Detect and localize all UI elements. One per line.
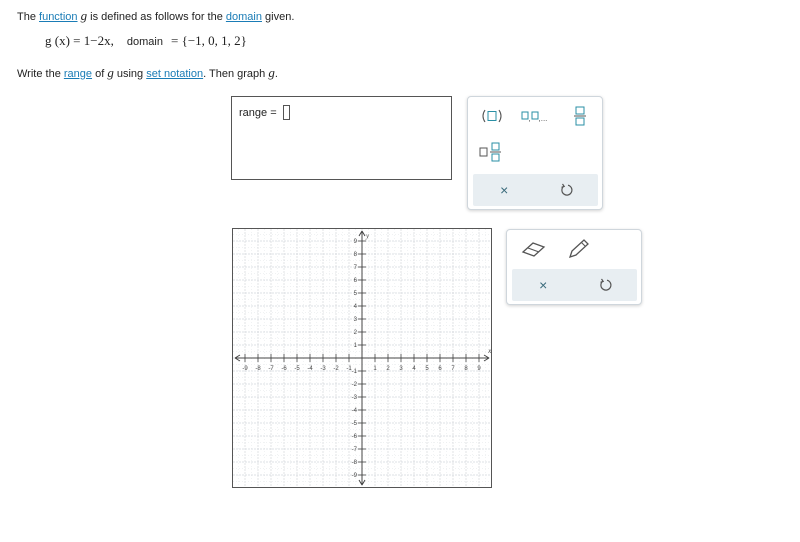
y-tick-label: -7 [351,447,357,453]
undo-icon [560,183,574,197]
svg-text:,: , [528,114,531,123]
domain-value: = {−1, 0, 1, 2} [171,33,247,48]
x-tick-label: -3 [320,366,326,372]
set-notation-link[interactable]: set notation [146,68,204,80]
x-tick-label: -8 [255,366,261,372]
y-tick-label: 4 [353,304,357,310]
graph-action-bar [512,269,637,301]
function-equation: g (x) = 1−2x, [45,33,114,48]
y-tick-label: 3 [353,317,357,323]
undo-icon [599,278,613,292]
x-tick-label: -2 [333,366,339,372]
list-icon [520,108,552,124]
pencil-button[interactable] [561,235,595,263]
x-axis-label: x [488,347,491,355]
range-label: range = [239,107,277,119]
x-tick-label: -6 [281,366,287,372]
x-tick-label: -7 [268,366,274,372]
problem-instruction: Write the range of g using set notation. Then graph g. [17,65,278,80]
undo-button[interactable] [536,174,599,206]
x-tick-label: 3 [399,366,403,372]
answer-box[interactable] [231,96,452,180]
y-tick-label: -9 [351,473,357,479]
graph-area[interactable] [232,228,492,488]
y-tick-label: -6 [351,434,357,440]
domain-label: domain [126,36,163,48]
y-tick-label: 8 [353,252,357,258]
y-tick-label: 6 [353,278,357,284]
close-icon: × [500,182,509,198]
fraction-template-button[interactable] [568,103,592,129]
math-action-bar [473,174,598,206]
y-tick-label: 9 [353,239,357,245]
coordinate-plane[interactable] [233,229,491,487]
y-tick-label: 7 [353,265,357,271]
range-input[interactable] [283,105,290,120]
x-tick-label: 1 [373,366,377,372]
y-tick-label: -3 [351,395,357,401]
y-tick-label: 1 [353,343,357,349]
eraser-button[interactable] [517,236,551,262]
x-tick-label: -9 [242,366,248,372]
graph-undo-button[interactable] [575,269,638,301]
y-tick-label: 5 [353,291,357,297]
domain-link[interactable]: domain [225,11,262,23]
y-axis-label: y [366,232,370,240]
y-tick-label: 2 [353,330,357,336]
y-tick-label: -1 [351,369,357,375]
x-tick-label: 2 [386,366,390,372]
function-definition [45,33,247,49]
function-link[interactable]: function [39,11,78,23]
x-tick-label: 9 [477,366,481,372]
x-tick-label: -5 [294,366,300,372]
svg-text:,...: ,... [538,114,548,123]
graph-tool-palette [506,229,642,305]
parentheses-template-button[interactable] [478,105,506,127]
parentheses-icon [480,108,504,124]
x-tick-label: -4 [307,366,313,372]
y-tick-label: -2 [351,382,357,388]
x-tick-label: 6 [438,366,442,372]
function-name: g [80,8,88,23]
y-tick-label: -4 [351,408,357,414]
y-tick-label: -5 [351,421,357,427]
clear-button[interactable] [473,174,536,206]
x-tick-label: 8 [464,366,468,372]
x-tick-label: 5 [425,366,429,372]
x-tick-label: -1 [346,366,352,372]
problem-intro: The function g is defined as follows for the domain given. [17,8,295,23]
x-tick-label: 7 [451,366,455,372]
pencil-icon [565,237,591,261]
list-template-button[interactable] [518,105,554,127]
close-icon: × [539,277,548,293]
mixed-number-template-button[interactable] [476,139,506,165]
graph-clear-button[interactable] [512,269,575,301]
y-tick-label: -8 [351,460,357,466]
mixed-number-icon [478,141,504,163]
range-link[interactable]: range [63,68,93,80]
fraction-icon [573,105,587,127]
math-palette [467,96,603,210]
eraser-icon [520,239,548,259]
x-tick-label: 4 [412,366,416,372]
